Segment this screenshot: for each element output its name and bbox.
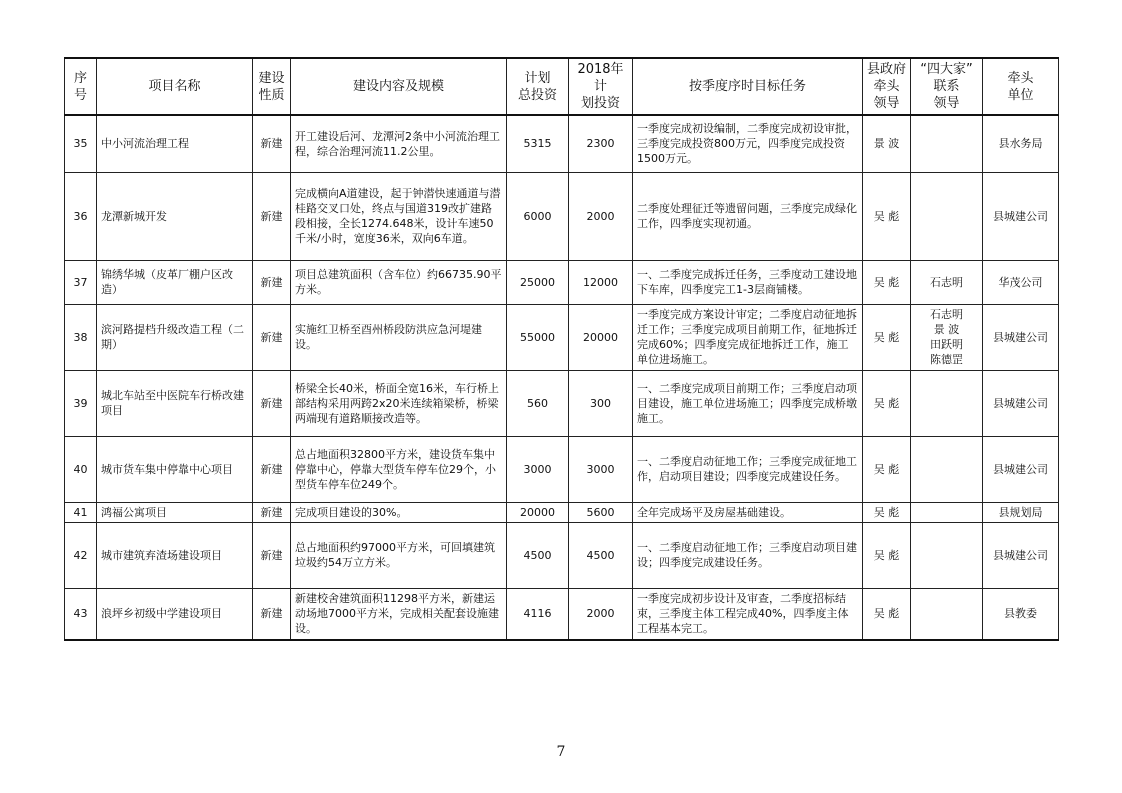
liaison-leader [911, 522, 983, 588]
project-table [64, 57, 1059, 641]
quarterly-tasks: 全年完成场平及房屋基础建设。 [633, 502, 863, 522]
project-name: 城北车站至中医院车行桥改建项目 [97, 370, 253, 436]
page-number: 7 [556, 744, 566, 760]
county-leader: 吴 彪 [863, 370, 911, 436]
construction-nature: 新建 [253, 115, 291, 172]
header-2018-investment: 2018年计 划投资 [569, 58, 633, 115]
construction-content: 开工建设后河、龙潭河2条中小河流治理工程，综合治理河流11.2公里。 [291, 115, 507, 172]
project-name: 锦绣华城（皮革厂棚户区改造） [97, 260, 253, 304]
investment-2018: 20000 [569, 304, 633, 370]
row-number: 36 [65, 172, 97, 260]
project-name: 城市建筑弃渣场建设项目 [97, 522, 253, 588]
lead-unit: 县城建公司 [983, 172, 1059, 260]
row-number: 39 [65, 370, 97, 436]
header-lead-unit: 牵头 单位 [983, 58, 1059, 115]
table-row [65, 304, 1059, 370]
total-investment: 55000 [507, 304, 569, 370]
quarterly-tasks: 一、二季度启动征地工作；三季度启动项目建设；四季度完成建设任务。 [633, 522, 863, 588]
construction-content: 新建校舍建筑面积11298平方米，新建运动场地7000平方米，完成相关配套设施建设。 [291, 588, 507, 640]
investment-2018: 5600 [569, 502, 633, 522]
liaison-leader: 石志明 景 波 田跃明 陈德罡 [911, 304, 983, 370]
table-header-row [65, 58, 1059, 115]
quarterly-tasks: 一、二季度完成项目前期工作；三季度启动项目建设，施工单位进场施工；四季度完成桥墩施工。 [633, 370, 863, 436]
construction-nature: 新建 [253, 588, 291, 640]
liaison-leader [911, 502, 983, 522]
project-name: 中小河流治理工程 [97, 115, 253, 172]
investment-2018: 12000 [569, 260, 633, 304]
header-liaison-leader: “四大家” 联系 领导 [911, 58, 983, 115]
construction-content: 总占地面积约97000平方米，可回填建筑垃圾约54万立方米。 [291, 522, 507, 588]
county-leader: 吴 彪 [863, 502, 911, 522]
investment-2018: 2000 [569, 172, 633, 260]
header-county-leader: 县政府 牵头 领导 [863, 58, 911, 115]
lead-unit: 县水务局 [983, 115, 1059, 172]
county-leader: 吴 彪 [863, 522, 911, 588]
row-number: 41 [65, 502, 97, 522]
table-row [65, 260, 1059, 304]
quarterly-tasks: 一、二季度完成拆迁任务，三季度动工建设地下车库，四季度完工1-3层商铺楼。 [633, 260, 863, 304]
table-row [65, 115, 1059, 172]
investment-2018: 3000 [569, 436, 633, 502]
project-name: 城市货车集中停靠中心项目 [97, 436, 253, 502]
total-investment: 20000 [507, 502, 569, 522]
liaison-leader [911, 115, 983, 172]
header-quarterly-tasks: 按季度序时目标任务 [633, 58, 863, 115]
construction-content: 总占地面积32800平方米，建设货车集中停靠中心，停靠大型货车停车位29个，小型货车停车位249个。 [291, 436, 507, 502]
total-investment: 3000 [507, 436, 569, 502]
lead-unit: 县城建公司 [983, 304, 1059, 370]
construction-content: 项目总建筑面积（含车位）约66735.90平方米。 [291, 260, 507, 304]
construction-nature: 新建 [253, 172, 291, 260]
table-row [65, 522, 1059, 588]
liaison-leader [911, 172, 983, 260]
construction-nature: 新建 [253, 436, 291, 502]
liaison-leader: 石志明 [911, 260, 983, 304]
liaison-leader [911, 370, 983, 436]
quarterly-tasks: 一、二季度启动征地工作；三季度完成征地工作，启动项目建设；四季度完成建设任务。 [633, 436, 863, 502]
quarterly-tasks: 一季度完成初步设计及审查，二季度招标结束，三季度主体工程完成40%，四季度主体工程基本完工。 [633, 588, 863, 640]
construction-nature: 新建 [253, 370, 291, 436]
table-row [65, 370, 1059, 436]
total-investment: 6000 [507, 172, 569, 260]
lead-unit: 县规划局 [983, 502, 1059, 522]
header-nature: 建设 性质 [253, 58, 291, 115]
lead-unit: 华茂公司 [983, 260, 1059, 304]
total-investment: 560 [507, 370, 569, 436]
construction-nature: 新建 [253, 304, 291, 370]
liaison-leader [911, 436, 983, 502]
table-row [65, 172, 1059, 260]
quarterly-tasks: 一季度完成初设编制，二季度完成初设审批，三季度完成投资800万元，四季度完成投资1500万元。 [633, 115, 863, 172]
project-name: 浪坪乡初级中学建设项目 [97, 588, 253, 640]
construction-nature: 新建 [253, 260, 291, 304]
row-number: 43 [65, 588, 97, 640]
lead-unit: 县城建公司 [983, 436, 1059, 502]
liaison-leader [911, 588, 983, 640]
table-row [65, 436, 1059, 502]
county-leader: 吴 彪 [863, 172, 911, 260]
header-project-name: 项目名称 [97, 58, 253, 115]
total-investment: 5315 [507, 115, 569, 172]
construction-content: 完成横向A道建设，起于钟潜快速通道与潜桂路交叉口处，终点与国道319改扩建路段相接，全长1274.648米，设计车速50千米/小时，宽度36米，双向6车道。 [291, 172, 507, 260]
row-number: 35 [65, 115, 97, 172]
construction-content: 实施红卫桥至酉州桥段防洪应急河堤建设。 [291, 304, 507, 370]
total-investment: 25000 [507, 260, 569, 304]
lead-unit: 县城建公司 [983, 522, 1059, 588]
project-name: 滨河路提档升级改造工程（二期） [97, 304, 253, 370]
county-leader: 吴 彪 [863, 436, 911, 502]
construction-nature: 新建 [253, 502, 291, 522]
lead-unit: 县城建公司 [983, 370, 1059, 436]
construction-content: 桥梁全长40米，桥面全宽16米，车行桥上部结构采用两跨2x20米连续箱梁桥，桥梁两端现有道路顺接改造等。 [291, 370, 507, 436]
project-name: 龙潭新城开发 [97, 172, 253, 260]
row-number: 40 [65, 436, 97, 502]
row-number: 42 [65, 522, 97, 588]
quarterly-tasks: 一季度完成方案设计审定；二季度启动征地拆迁工作；三季度完成项目前期工作，征地拆迁完成60%；四季度完成征地拆迁工作，施工单位进场施工。 [633, 304, 863, 370]
investment-2018: 2000 [569, 588, 633, 640]
header-total-investment: 计划 总投资 [507, 58, 569, 115]
investment-2018: 2300 [569, 115, 633, 172]
table-row [65, 588, 1059, 640]
county-leader: 吴 彪 [863, 260, 911, 304]
table-row [65, 502, 1059, 522]
row-number: 37 [65, 260, 97, 304]
header-content: 建设内容及规模 [291, 58, 507, 115]
construction-content: 完成项目建设的30%。 [291, 502, 507, 522]
header-no: 序号 [65, 58, 97, 115]
project-name: 鸿福公寓项目 [97, 502, 253, 522]
total-investment: 4500 [507, 522, 569, 588]
investment-2018: 300 [569, 370, 633, 436]
construction-nature: 新建 [253, 522, 291, 588]
investment-2018: 4500 [569, 522, 633, 588]
lead-unit: 县教委 [983, 588, 1059, 640]
county-leader: 吴 彪 [863, 304, 911, 370]
quarterly-tasks: 二季度处理征迁等遗留问题，三季度完成绿化工作，四季度实现初通。 [633, 172, 863, 260]
total-investment: 4116 [507, 588, 569, 640]
county-leader: 景 波 [863, 115, 911, 172]
row-number: 38 [65, 304, 97, 370]
county-leader: 吴 彪 [863, 588, 911, 640]
